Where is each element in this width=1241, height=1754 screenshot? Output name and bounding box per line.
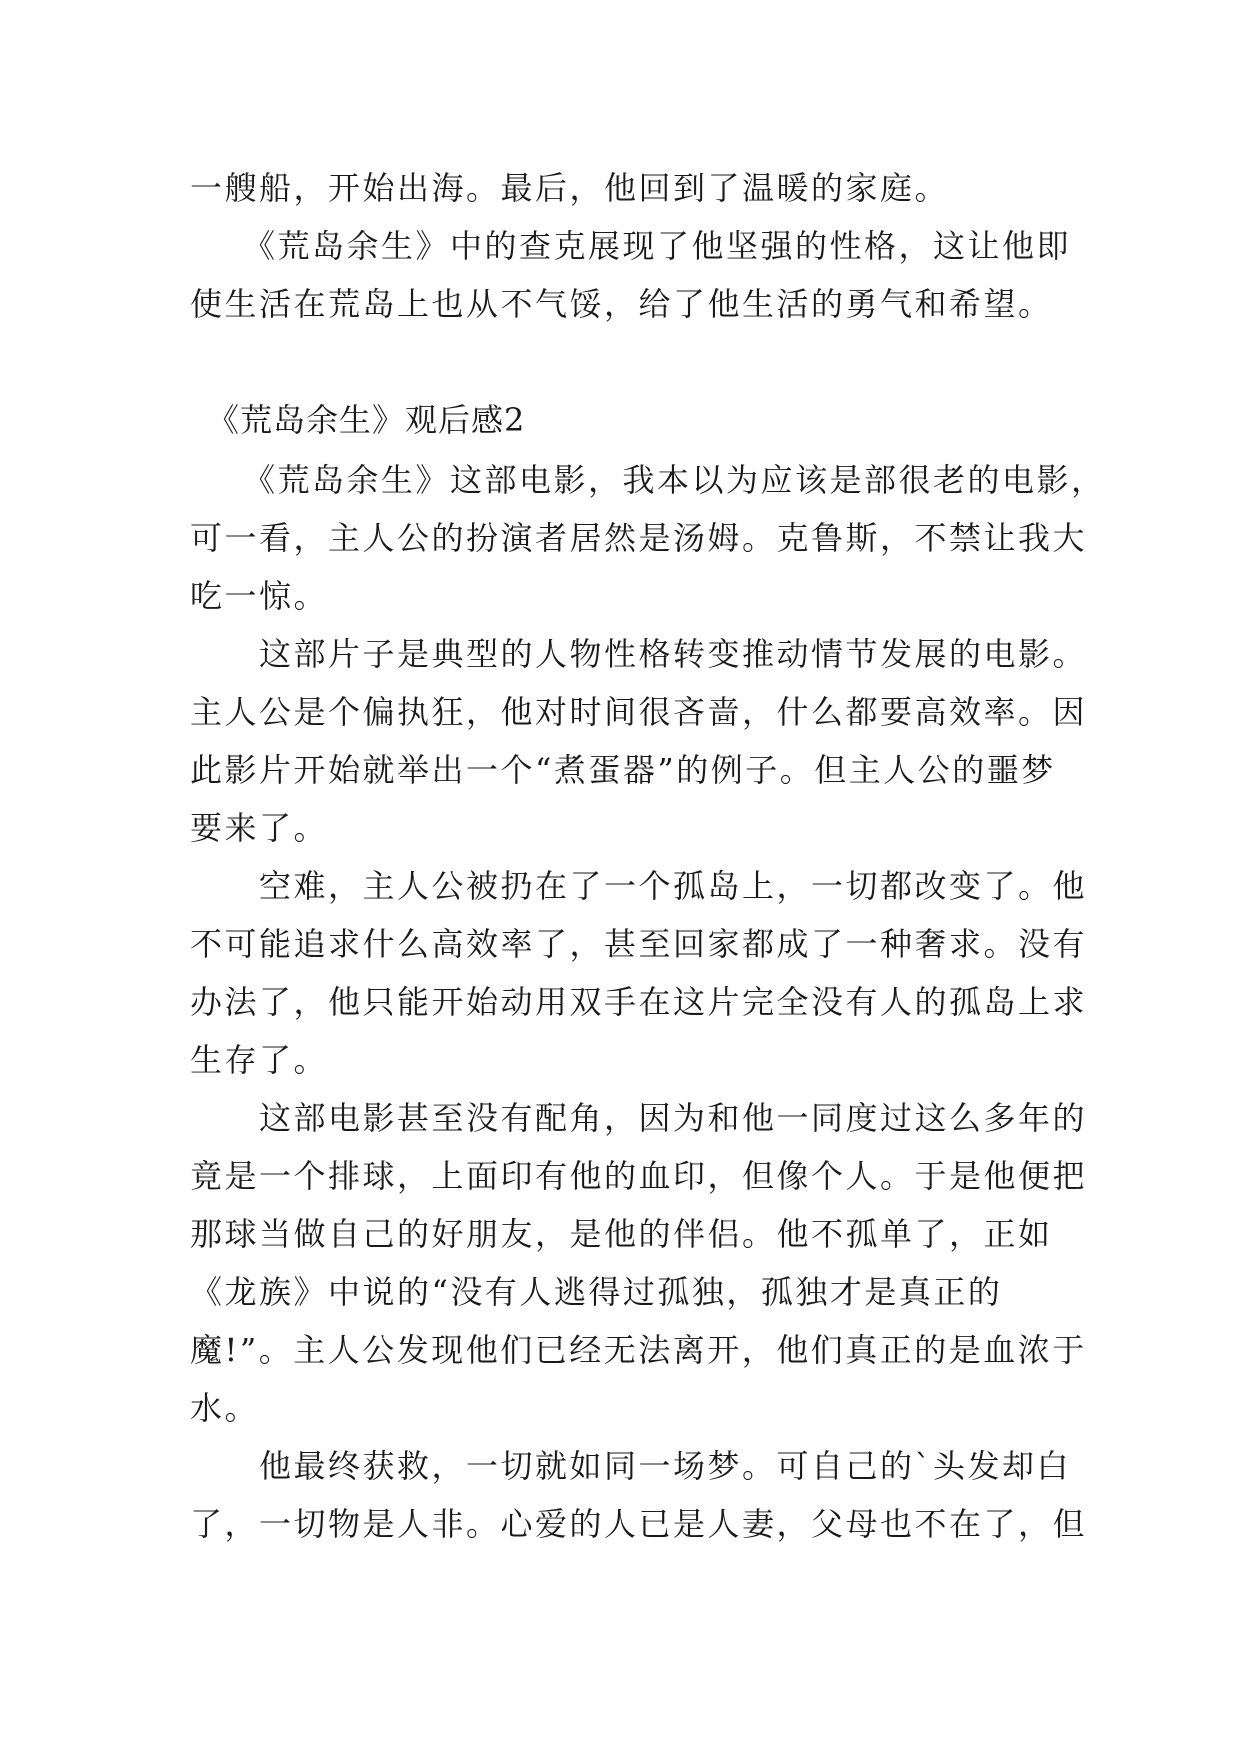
text-line: 要来了。 (190, 809, 329, 847)
text-line: 这部片子是典型的人物性格转变推动情节发展的电影。 (190, 635, 1088, 673)
text-line: 水。 (190, 1389, 260, 1427)
text-line: 这部电影甚至没有配角，因为和他一同度过这么多年的 (190, 1099, 1088, 1137)
text-line: 《荒岛余生》中的查克展现了他坚强的性格，这让他即 (190, 227, 1072, 265)
text-line: 那球当做自己的好朋友，是他的伴侣。他不孤单了，正如 (190, 1215, 1053, 1253)
text-line: 魔!”。主人公发现他们已经无法离开，他们真正的是血浓于 (190, 1331, 1087, 1369)
text-line: 主人公是个偏执狂，他对时间很吝啬，什么都要高效率。因 (190, 693, 1088, 731)
text-line: 《龙族》中说的“没有人逃得过孤独，孤独才是真正的 (190, 1273, 1003, 1311)
text-line: 竟是一个排球，上面印有他的血印，但像个人。于是他便把 (190, 1157, 1088, 1195)
text-line: 他最终获救，一切就如同一场梦。可自己的`头发却白 (190, 1447, 1072, 1485)
text-line: 此影片开始就举出一个“煮蛋器”的例子。但主人公的噩梦 (190, 751, 1056, 789)
text-line: 不可能追求什么高效率了，甚至回家都成了一种奢求。没有 (190, 925, 1088, 963)
text-line: 了，一切物是人非。心爱的人已是人妻，父母也不在了，但 (190, 1505, 1088, 1543)
text-line: 吃一惊。 (190, 577, 329, 615)
text-line: 可一看，主人公的扮演者居然是汤姆。克鲁斯，不禁让我大 (190, 519, 1088, 557)
text-line: 办法了，他只能开始动用双手在这片完全没有人的孤岛上求 (190, 983, 1088, 1021)
text-line: 空难，主人公被扔在了一个孤岛上，一切都改变了。他 (190, 867, 1088, 905)
text-line: 一艘船，开始出海。最后，他回到了温暖的家庭。 (190, 169, 950, 207)
text-line: 使生活在荒岛上也从不气馁，给了他生活的勇气和希望。 (190, 285, 1053, 323)
text-line: 生存了。 (190, 1041, 329, 1079)
text-line: 《荒岛余生》这部电影，我本以为应该是部很老的电影， (190, 461, 1106, 499)
section-heading: 《荒岛余生》观后感2 (207, 401, 526, 439)
